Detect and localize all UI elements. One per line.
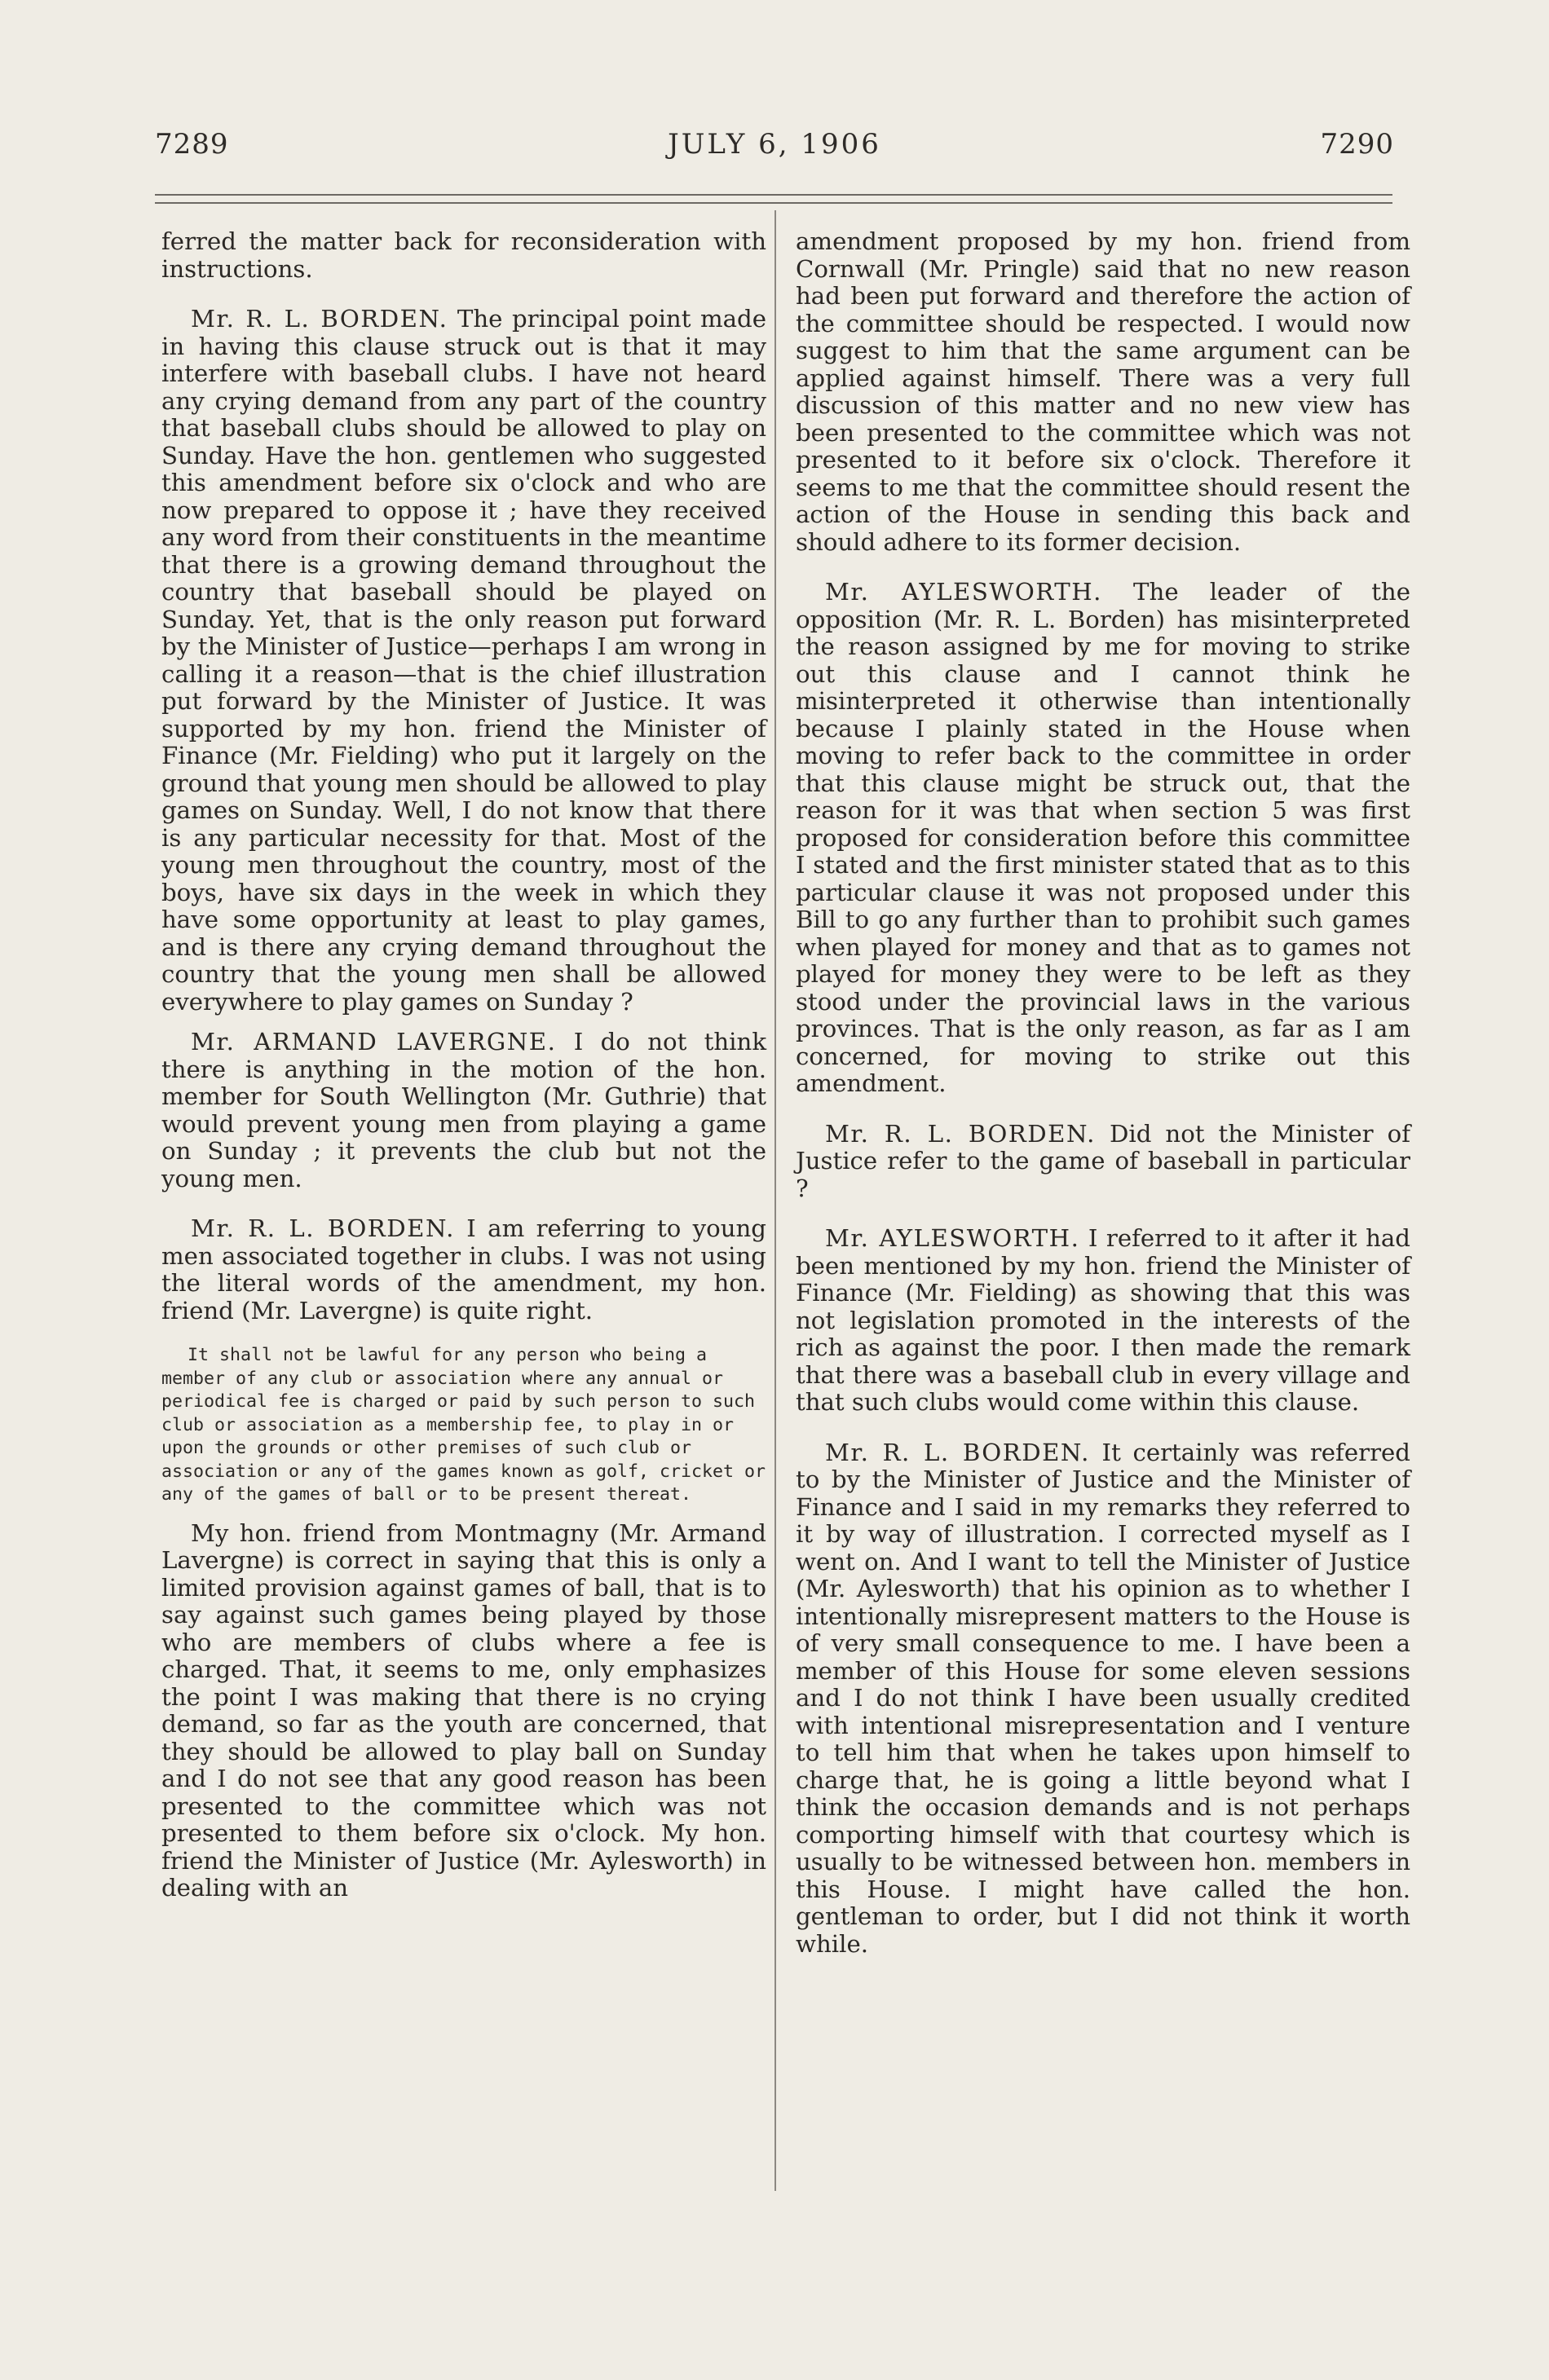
paragraph-continued: ferred the matter back for reconsideration with instructions. [161, 227, 766, 283]
left-page-number: 7289 [155, 128, 229, 161]
speaker-name: Mr. ARMAND LAVERGNE. [191, 1028, 557, 1056]
speaker-name: Mr. R. L. BORDEN. [825, 1119, 1096, 1148]
header-rule-bottom [155, 202, 1392, 204]
speech-borden-2 [161, 1215, 766, 1324]
speech-borden-2-continued: My hon. friend from Montmagny (Mr. Armand Lavergne) is correct in saying that this is only a limited provision against games of ball, that is to say against such games being played by those who are members of clubs where a fee is charged. That, it seems to me, only emphasizes the point I was making that there is no crying demand, so far as the youth are concerned, that they should be allowed to play ball on Sunday and I do not see that any good reason has been presented to the committee which was not presented to them before six o'clock. My hon. friend the Minister of Justice (Mr. Aylesworth) in dealing with an [161, 1518, 766, 1902]
quoted-clause: It shall not be lawful for any person who being a member of any club or association where any annual or periodical fee is charged or paid by such person to such club or association as a membership fee, to play in or upon the grounds or other premises of such club or association or any of the games known as golf, cricket or any of the games of ball or to be present thereat. [161, 1345, 766, 1505]
speaker-name: Mr. R. L. BORDEN. [191, 305, 448, 333]
speaker-name: Mr. R. L. BORDEN. [825, 1438, 1090, 1466]
header-rule-top [155, 194, 1392, 196]
speech-text: I do not think there is anything in the motion of the hon. member for South Wellington (Mr. Guthrie) that would prevent young men from playing a game on Sunday ; it prevents the club but not the young men. [161, 1028, 766, 1192]
speech-borden-1 [161, 306, 766, 1016]
speech-aylesworth-2 [796, 1225, 1410, 1417]
speech-aylesworth-1 [796, 579, 1410, 1098]
speech-text: Did not the Minister of Justice refer to the game of baseball in particular ? [796, 1119, 1411, 1202]
right-column [796, 228, 1410, 1958]
speech-borden-3 [796, 1121, 1410, 1203]
speaker-name: Mr. AYLESWORTH. [825, 578, 1102, 606]
page-date-header: JULY 6, 1906 [668, 128, 881, 161]
speech-text: The leader of the opposition (Mr. R. L. Borden) has misinterpreted the reason assigned by me for moving to strike out this clause and I cannot think he misinterpreted it otherwise than intentionally because I plainly stated in the House when moving to refer back to the committee in order that this clause might be struck out, that the reason for it was that when section 5 was first proposed for consideration before this committee I stated and the first minister stated that as to this particular clause it was not proposed under this Bill to go any further than to prohibit such games when played for money and that as to games not played for money they were to be left as they stood under the provincial laws in the various provinces. That is the only reason, as far as I am concerned, for moving to strike out this amendment. [796, 578, 1410, 1097]
column-divider [774, 210, 776, 2191]
speech-text: It certainly was referred to by the Minister of Justice and the Minister of Finance and I said in my remarks they referred to it by way of illustration. I corrected myself as I went on. And I want to tell the Minister of Justice (Mr. Aylesworth) that his opinion as to whether I intentionally misrepresent matters to the House is of very small consequence to me. I have been a member of this House for some eleven sessions and I do not think I have been usually credited with intentional misrepresentation and I venture to tell him that when he takes upon himself to charge that, he is going a little beyond what I think the occasion demands and is not perhaps comporting himself with that courtesy which is usually to be witnessed between hon. members in this House. I might have called the hon. gentleman to order, but I did not think it worth while. [796, 1438, 1410, 1958]
speaker-name: Mr. R. L. BORDEN. [191, 1214, 455, 1242]
speaker-name: Mr. AYLESWORTH. [825, 1224, 1080, 1252]
paragraph-continued: amendment proposed by my hon. friend from Cornwall (Mr. Pringle) said that no new reason had been put forward and therefore the action of the committee should be respected. I would now suggest to him that the same argument can be applied against himself. There was a very full discussion of this matter and no new view has been presented to the committee which was not presented to it before six o'clock. Therefore it seems to me that the committee should resent the action of the House in sending this back and should adhere to its former decision. [796, 227, 1410, 556]
speech-lavergne [161, 1029, 766, 1192]
speech-text: I am referring to young men associated together in clubs. I was not using the literal words of the amendment, my hon. friend (Mr. Lavergne) is quite right. [161, 1214, 766, 1324]
speech-text: The principal point made in having this clause struck out is that it may interfere with baseball clubs. I have not heard any crying demand from any part of the country that baseball clubs should be allowed to play on Sunday. Have the hon. gentlemen who suggested this amendment before six o'clock and who are now prepared to oppose it ; have they received any word from their constituents in the meantime that there is a growing demand throughout the country that baseball should be played on Sunday. Yet, that is the only reason put forward by the Minister of Justice—perhaps I am wrong in calling it a reason—that is the chief illustration put forward by the Minister of Justice. It was supported by my hon. friend the Minister of Finance (Mr. Fielding) who put it largely on the ground that young men should be allowed to play games on Sunday. Well, I do not know that there is any particular necessity for that. Most of the young men throughout the country, most of the boys, have six days in the week in which they have some opportunity at least to play games, and is there any crying demand throughout the country that the young men shall be allowed everywhere to play games on Sunday ? [161, 305, 766, 1016]
speech-text: I referred to it after it had been mentioned by my hon. friend the Minister of Finance (Mr. Fielding) as showing that this was not legislation promoted in the interests of the rich as against the poor. I then made the remark that there was a baseball club in every village and that such clubs would come within this clause. [796, 1224, 1410, 1416]
speech-borden-4 [796, 1439, 1410, 1959]
right-page-number: 7290 [1320, 128, 1394, 161]
left-column [161, 228, 766, 1902]
